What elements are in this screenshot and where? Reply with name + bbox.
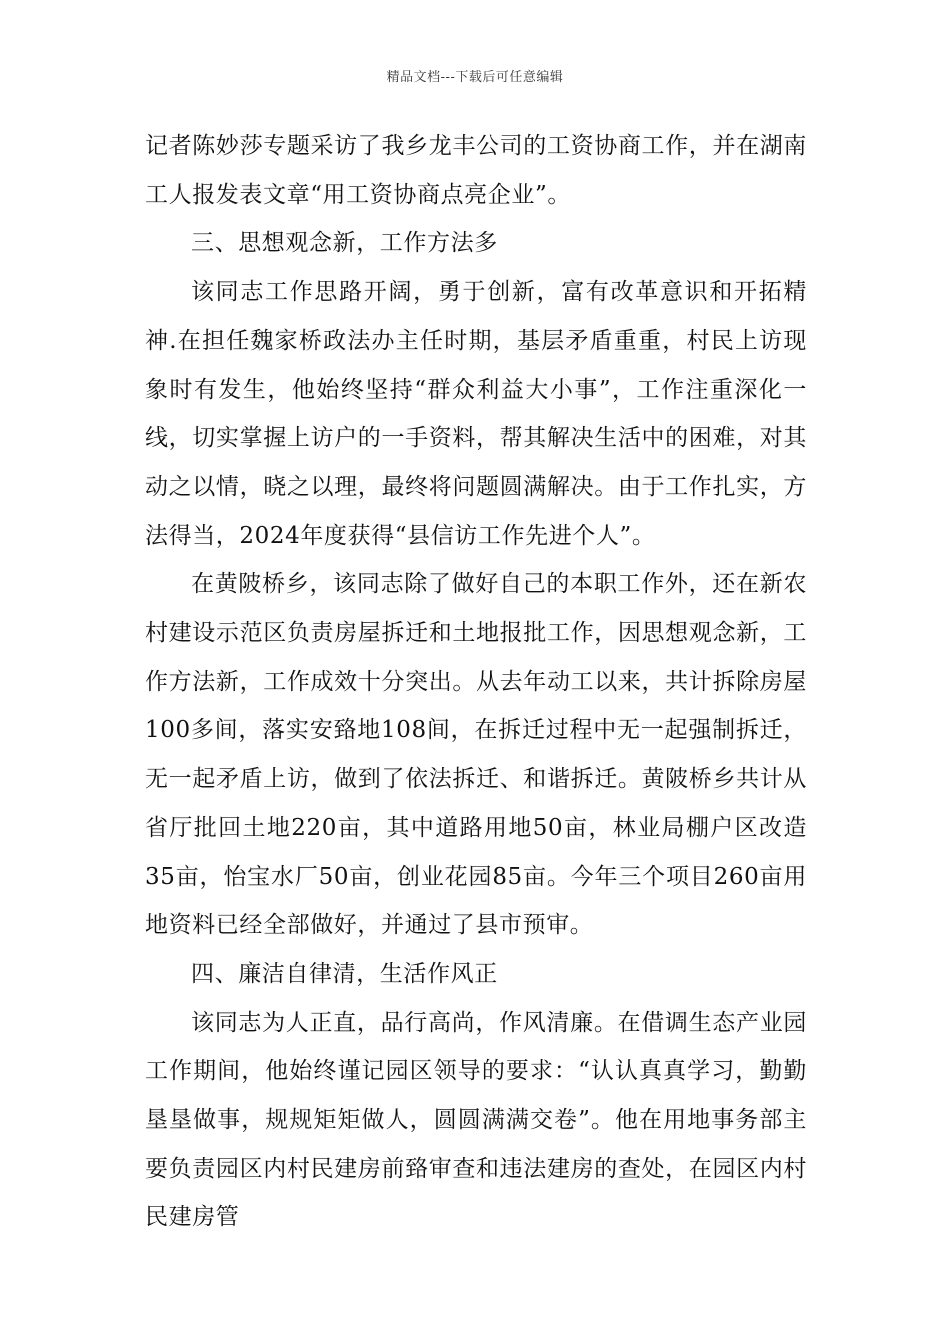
body-paragraph: 该同志为人正直，品行高尚，作风清廉。在借调生态产业园工作期间，他始终谨记园区领导的要求：“认认真真学习，勤勤垦垦做事，规规矩矩做人，圆圆满满交卷”。他在用地事务部主要负责园区内村民建房前臵审查和违法建房的查处，在园区内村民建房管 [145, 1009, 807, 1231]
section-heading: 四、廉洁自律清，生活作风正 [191, 960, 498, 987]
page-header: 精品文档---下载后可任意编辑 [386, 70, 564, 85]
body-paragraph: 记者陈妙莎专题采访了我乡龙丰公司的工资协商工作，并在湖南工人报发表文章“用工资协商点亮企业”。 [145, 133, 807, 208]
section-heading: 三、思想观念新，工作方法多 [191, 230, 498, 257]
document-body [145, 122, 807, 1242]
body-paragraph: 在黄陂桥乡，该同志除了做好自己的本职工作外，还在新农村建设示范区负责房屋拆迁和土地报批工作，因思想观念新，工作方法新，工作成效十分突出。从去年动工以来，共计拆除房屋100多间，落实安臵地108间，在拆迁过程中无一起强制拆迁，无一起矛盾上访，做到了依法拆迁、和谐拆迁。黄陂桥乡共计从省厅批回土地220亩，其中道路用地50亩，林业局棚户区改造35亩，怡宝水厂50亩，创业花园85亩。今年三个项目260亩用地资料已经全部做好，并通过了县市预审。 [145, 571, 807, 939]
body-paragraph: 该同志工作思路开阔，勇于创新，富有改革意识和开拓精神.在担任魏家桥政法办主任时期，基层矛盾重重，村民上访现象时有发生，他始终坚持“群众利益大小事”，工作注重深化一线，切实掌握上访户的一手资料，帮其解决生活中的困难，对其动之以情，晓之以理，最终将问题圆满解决。由于工作扎实，方法得当，2024年度获得“县信访工作先进个人”。 [145, 279, 807, 549]
